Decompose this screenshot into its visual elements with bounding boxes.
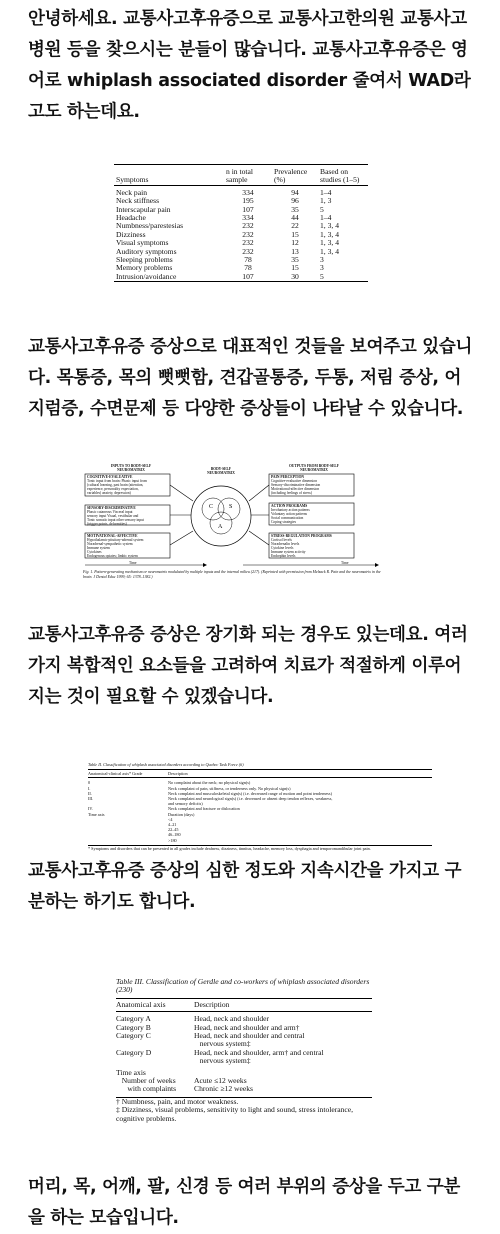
table-cell: Category C: [116, 1031, 151, 1041]
pain-line: Sensory-discriminative dimension: [271, 483, 321, 488]
table-cell: IV.: [88, 806, 93, 812]
table-cell: 46–180: [168, 832, 181, 838]
circle-label-c: C: [209, 504, 214, 510]
table-cell: 12: [291, 238, 299, 248]
table-cell: Head, neck and shoulder: [194, 1014, 270, 1024]
motivational-line: Cytokines: [87, 550, 102, 555]
table-cell: 3: [320, 255, 324, 265]
table-cell: 5: [320, 271, 324, 281]
time-label-left: Time: [129, 561, 137, 565]
table-cell: Neck complaint of pain, stiffness, or tenderness only. No physical sign(s): [168, 785, 291, 791]
sensory-line: Phasic cutaneous Visceral input: [87, 510, 133, 515]
gerdle-col-description: Description: [194, 999, 230, 1009]
pain-line: (including feelings of stress): [271, 491, 313, 496]
sensory-line: Tonic somatic input other sensory input: [87, 518, 144, 523]
table-cell: 232: [242, 246, 254, 256]
table-cell: 1, 3, 4: [320, 221, 339, 231]
inputs-title: INPUTS TO BODY-SELF NEUROMATRIX: [110, 464, 152, 473]
table-cell: nervous system‡: [194, 1039, 251, 1049]
gerdle-col-axis: Anatomical axis: [116, 999, 166, 1009]
sensory-line: (trigger points, deformities): [87, 522, 127, 527]
table-cell: Category D: [116, 1047, 152, 1057]
action-line: Involuntary action patterns: [271, 508, 310, 513]
motivational-line: Immune system: [87, 546, 110, 551]
table-cell: Sleeping problems: [116, 255, 173, 265]
table-cell: No complaint about the neck; no physical sign(s): [168, 780, 251, 786]
symptoms-paragraph: 교통사고후유증 증상으로 대표적인 것들을 보여주고 있습니다. 목통증, 목의 뻣뻣함, 견갑골통증, 두통, 저림 증상, 어지럼증, 수면문제 등 다양한 증상들이 나타날 수 있습니다.: [28, 337, 473, 419]
table-cell: 94: [291, 187, 299, 197]
gerdle-time-axis: Time axis: [116, 1067, 146, 1077]
cognitive-block: [87, 475, 147, 495]
table-cell: Head, neck and shoulder and arm†: [194, 1022, 300, 1032]
table-cell: Neck complaint and musculoskeletal sign(s) (i.e. decreased range of motion and point tenderness): [168, 790, 332, 796]
table-cell: with complaints: [116, 1084, 177, 1094]
gerdle-table: [116, 978, 372, 1123]
stress-heading: STRESS-REGULATION PROGRAMS: [271, 534, 332, 538]
table-cell: Head, neck and shoulder and central: [194, 1031, 305, 1041]
quebec-table: [88, 762, 432, 851]
action-heading: ACTION PROGRAMS: [271, 504, 308, 508]
table-cell: Acute ≤12 weeks: [194, 1076, 247, 1086]
gerdle-footnote-2: ‡ Dizziness, visual problems, sensitivity to light and sound, stress intolerance, cognitive problems.: [116, 1105, 354, 1123]
intro-paragraph: 안녕하세요. 교통사고후유증으로 교통사고한의원 교통사고병원 등을 찾으시는 분들이 많습니다. 교통사고후유증은 영어로 whiplash associated disorder 줄여서 WAD라고도 하는데요.: [28, 9, 471, 122]
table-cell: Category A: [116, 1014, 151, 1024]
table-cell: 13: [291, 246, 299, 256]
col-header-studies: Based on studies (1–5): [320, 167, 360, 185]
table-cell: Memory problems: [116, 263, 173, 273]
col-header-symptoms: Symptoms: [116, 175, 149, 185]
circle-label-a: A: [218, 524, 223, 530]
table-cell: 4–21: [168, 822, 177, 828]
table-cell: 35: [291, 204, 299, 214]
table-row: [114, 273, 368, 282]
table-cell: 1, 3: [320, 196, 332, 206]
table-cell: 334: [242, 187, 254, 197]
pain-heading: PAIN PERCEPTION: [271, 475, 304, 479]
table-cell: 78: [244, 255, 252, 265]
table-cell: >180: [168, 837, 177, 843]
motivational-line: Noradrenal-sympathetic system: [87, 542, 133, 547]
table-cell: 107: [242, 204, 254, 214]
stress-line: Cortisol levels: [271, 538, 292, 543]
time-label-right: Time: [341, 561, 349, 565]
table-cell: Auditory symptoms: [116, 246, 177, 256]
table-cell: nervous system‡: [194, 1056, 251, 1066]
table-cell: 1–4: [320, 187, 332, 197]
table-cell: Category B: [116, 1022, 151, 1032]
table-cell: 107: [242, 271, 254, 281]
table-cell: 232: [242, 221, 254, 231]
table-cell: Numbness/parestesias: [116, 221, 184, 231]
table-cell: Chronic ≥12 weeks: [194, 1084, 253, 1094]
table-cell: Neck complaint and neurological sign(s) (i.e. decreased or absent deep tendon reflexes, weakness,: [168, 796, 333, 802]
table-cell: Neck stiffness: [116, 196, 160, 206]
table-cell: <4: [168, 816, 173, 822]
table-cell: 1, 3, 4: [320, 246, 339, 256]
table-cell: 78: [244, 263, 252, 273]
sensory-block: [87, 506, 144, 526]
symptoms-table: [114, 164, 368, 283]
table-row: [88, 838, 432, 843]
table-cell: Neck complaint and fracture or dislocation: [168, 806, 240, 812]
figure-caption: Fig. 1. Pattern-generating mechanism or neuromatrix modulated by multiple inputs and the internal milieu (217). (Reprinted with permission from Melzack R. Pain and the neuromatrix in the brain. J Dental Educ 1999; 65: 1378–1382.): [83, 570, 381, 579]
stress-line: Immune system activity: [271, 550, 306, 555]
table-cell: and sensory deficits): [168, 801, 203, 807]
table-cell: 35: [291, 255, 299, 265]
cognitive-line: variables) anxiety, depression): [87, 491, 131, 496]
pain-line: Motivational-affective dimension: [271, 487, 320, 492]
gerdle-table-body: [116, 1015, 372, 1065]
table-cell: Neck pain: [116, 187, 147, 197]
pain-line: Cognitive-evaluative dimension: [271, 479, 318, 484]
table-cell: 3: [320, 263, 324, 273]
table-cell: Time axis: [88, 811, 105, 817]
table-cell: [116, 1057, 194, 1065]
quebec-footnote: * Symptoms and disorders that can be presented in all grades include deafness, dizziness, tinnitus, headache, memory loss, dysphagia and temporomandibular joint pain.: [88, 845, 371, 851]
pain-block: [271, 475, 320, 495]
quebec-table-body: [88, 780, 432, 842]
col-header-n: n in total sample: [226, 167, 253, 185]
severity-paragraph: 교통사고후유증 증상의 심한 정도와 지속시간을 가지고 구분하는 하기도 합니다.: [28, 861, 462, 912]
table-cell: 30: [291, 271, 299, 281]
table-cell: 15: [291, 229, 299, 239]
cognitive-heading: COGNITIVE-EVALUATIVE: [87, 475, 133, 479]
table-cell: Visual symptoms: [116, 238, 169, 248]
gerdle-footnote-1: † Numbness, pain, and motor weakness.: [116, 1096, 239, 1106]
cognitive-line: (cultural learning, past brain (attention,: [87, 483, 144, 488]
table-row: [116, 1085, 372, 1093]
table-cell: 5: [320, 204, 324, 214]
table-cell: Duration (days): [168, 811, 195, 817]
table-cell: Head, neck and shoulder, arm† and central: [194, 1047, 324, 1057]
table-cell: Headache: [116, 213, 146, 223]
gerdle-table-title: Table III. Classification of Gerdle and co-workers of whiplash associated disorders (230): [116, 977, 370, 995]
quebec-col-description: Description: [168, 771, 188, 777]
table-cell: 1, 3, 4: [320, 229, 339, 239]
table-cell: I.: [88, 785, 91, 791]
stress-block: [271, 534, 332, 559]
gerdle-time-rows: [116, 1077, 372, 1094]
quebec-col-axis: Anatomical-clinical axis* Grade: [88, 771, 143, 777]
table-cell: 195: [242, 196, 254, 206]
outputs-title: OUTPUTS FROM BODY-SELF NEUROMATRIX: [289, 464, 339, 473]
stress-line: Cytokine levels: [271, 546, 294, 551]
action-line: Coping strategies: [271, 520, 297, 525]
stress-line: Noradrenalin levels: [271, 542, 300, 547]
table-cell: [88, 838, 168, 843]
col-header-prevalence: Prevalence (%): [274, 167, 308, 185]
table-cell: Intrusion/avoidance: [116, 271, 177, 281]
action-line: Voluntary action patterns: [271, 512, 308, 517]
table-cell: 22: [291, 221, 299, 231]
motivational-line: Hypothalamic-pituitary-adrenal system: [87, 538, 144, 543]
cognitive-line: Tonic input from brain: Phasic input from: [87, 479, 148, 484]
chronic-paragraph: 교통사고후유증 증상은 장기화 되는 경우도 있는데요. 여러가지 복합적인 요소들을 고려하여 치료가 적절하게 이루어지는 것이 필요할 수 있겠습니다.: [28, 625, 468, 707]
table-cell: 0: [88, 780, 91, 786]
table-cell: 15: [291, 263, 299, 273]
motivational-heading: MOTIVATIONAL-AFFECTIVE: [87, 534, 138, 538]
table-cell: 22–45: [168, 827, 179, 833]
symptoms-table-body: [114, 189, 368, 282]
table-row: [116, 1057, 372, 1065]
table-cell: 1–4: [320, 213, 332, 223]
table-cell: 1, 3, 4: [320, 238, 339, 248]
region-paragraph: 머리, 목, 어깨, 팔, 신경 등 여러 부위의 증상을 두고 구분을 하는 모습입니다.: [28, 1177, 461, 1228]
action-block: [271, 504, 310, 524]
table-cell: 44: [291, 213, 299, 223]
table-cell: 232: [242, 238, 254, 248]
quebec-table-title: Table II. Classification of whiplash associated disorders according to Quebec Task Force (6): [88, 762, 244, 767]
circle-label-s: S: [229, 504, 233, 510]
neuromatrix-title: BODY-SELF NEUROMATRIX: [207, 467, 235, 476]
sensory-heading: SENSORY-DISCRIMINATIVE: [87, 506, 136, 510]
table-cell: II.: [88, 790, 92, 796]
table-cell: 96: [291, 196, 299, 206]
stress-line: Endorphin levels: [271, 554, 296, 559]
table-cell: Number of weeks: [116, 1076, 176, 1086]
table-cell: Interscapular pain: [116, 204, 171, 214]
action-line: Social communication: [271, 516, 304, 521]
cognitive-line: experience, personality expectation,: [87, 487, 139, 492]
motivational-line: Endogenous opiates; limbic system: [87, 554, 138, 559]
table-cell: 334: [242, 213, 254, 223]
motivational-block: [87, 534, 143, 559]
table-cell: Dizziness: [116, 229, 146, 239]
table-cell: 232: [242, 229, 254, 239]
sensory-line: sensory input Visual, vestibular and: [87, 514, 139, 519]
table-cell: III.: [88, 796, 94, 802]
